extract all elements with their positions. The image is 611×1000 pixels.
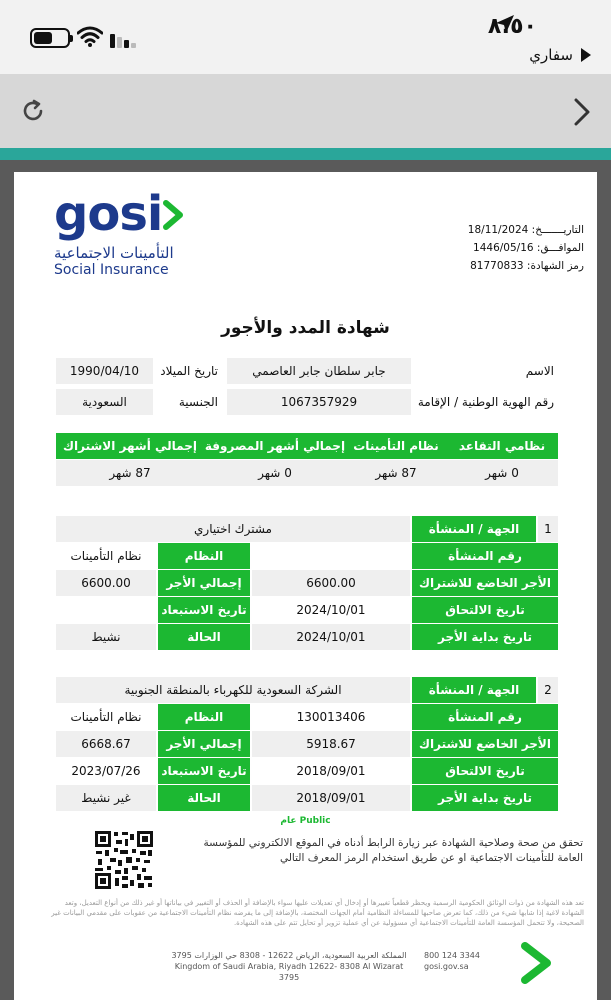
date-label: التاريـــــــخ: xyxy=(531,224,584,236)
section-2-subject-wage-value: 5918.67 xyxy=(252,731,410,757)
section-1-exclusion-date-label: تاريخ الاستبعاد xyxy=(158,597,250,623)
section-2-establishment-no-value: 130013406 xyxy=(296,710,366,724)
logo-chevron-icon xyxy=(162,200,186,230)
summary-value-insurance: 87 شهر xyxy=(346,460,446,486)
section-2-exclusion-date-value: 2023/07/26 xyxy=(71,764,141,778)
hijri-date-value: 1446/05/16 xyxy=(473,242,534,254)
certificate-meta xyxy=(454,224,584,278)
national-id-value: 1067357929 xyxy=(227,389,411,415)
certificate-code-value: 81770833 xyxy=(470,260,524,272)
summary-header-retirement: نظامي التقاعد xyxy=(446,433,558,459)
section-1-wage-start-value: 2024/10/01 xyxy=(252,624,410,650)
certificate-page xyxy=(14,172,597,1000)
date-value: 18/11/2024 xyxy=(467,224,529,236)
summary-value-subscription-months: 87 شهر xyxy=(56,460,204,486)
name-label: الاسم xyxy=(525,364,554,378)
summary-header-subscription-months: إجمالي أشهر الاشتراك xyxy=(56,433,204,459)
reload-icon[interactable] xyxy=(20,98,46,124)
name-value: جابر سلطان جابر العاصمي xyxy=(227,358,411,384)
section-1-total-wage-value: 6600.00 xyxy=(56,570,156,596)
verification-instructions: تحقق من صحة وصلاحية الشهادة عبر زيارة الرابط أدناه في الموقع الالكتروني للمؤسسة العامة للتأمينات الاجتماعية او عن طريق استخدام الرمز المعرف التالي xyxy=(203,837,583,864)
hijri-date-label: الموافـــق: xyxy=(536,242,584,254)
footer-chevron-logo-icon xyxy=(519,942,555,984)
logo-arabic: التأمينات الاجتماعية xyxy=(54,244,174,262)
section-2-join-date-value: 2018/09/01 xyxy=(296,764,366,778)
dob-value: 1990/04/10 xyxy=(56,358,153,384)
section-2-system-label: النظام xyxy=(158,704,250,730)
section-2-entity-value: الشركة السعودية للكهرباء بالمنطقة الجنوبية xyxy=(56,677,410,703)
forward-chevron-icon[interactable] xyxy=(573,98,591,126)
back-to-app-label[interactable]: سفاري xyxy=(529,46,573,64)
section-1-establishment-no-value xyxy=(252,543,410,569)
section-1-subject-wage-value: 6600.00 xyxy=(252,570,410,596)
footer-address xyxy=(164,950,414,983)
section-1-entity-value: مشترك اختياري xyxy=(56,516,410,542)
logo-english: Social Insurance xyxy=(54,262,169,278)
footer-website[interactable]: gosi.gov.sa xyxy=(424,962,469,971)
section-2-subject-wage-label: الأجر الخاضع للاشتراك xyxy=(412,731,558,757)
section-2-wage-start-label: تاريخ بداية الأجر xyxy=(412,785,558,811)
section-1-entity-label: الجهة / المنشأة xyxy=(412,516,536,542)
back-to-app-icon[interactable] xyxy=(581,48,591,62)
battery-icon xyxy=(30,28,70,48)
section-2-wage-start-value: 2018/09/01 xyxy=(252,785,410,811)
summary-header-paid-months: إجمالي أشهر المصروفة xyxy=(204,433,346,459)
section-2-total-wage-value: 6668.67 xyxy=(56,731,156,757)
section-2-system-value: نظام التأمينات xyxy=(70,710,142,724)
verification-qr-code[interactable] xyxy=(94,830,154,890)
section-1-system-value: نظام التأمينات xyxy=(70,549,142,563)
classification-label: عام Public xyxy=(280,816,331,826)
footer-address-arabic: المملكة العربية السعودية، الرياض 12622 - 8308 حي الوزارات 3795 xyxy=(171,951,407,960)
wifi-icon xyxy=(77,25,103,47)
section-1-total-wage-label: إجمالي الأجر xyxy=(158,570,250,596)
nationality-label: الجنسية xyxy=(178,395,218,409)
viewer-top-band xyxy=(0,148,611,160)
certificate-code-label: رمز الشهادة: xyxy=(526,260,584,272)
section-1-establishment-no-label: رقم المنشأة xyxy=(412,543,558,569)
footer-phone: 800 124 3344 xyxy=(424,951,480,960)
status-time: ٨:٥٠ xyxy=(487,14,537,39)
status-bar xyxy=(0,0,611,74)
document-title: شهادة المدد والأجور xyxy=(221,318,390,338)
section-2-index: 2 xyxy=(538,677,558,703)
section-2-join-date-label: تاريخ الالتحاق xyxy=(412,758,558,784)
section-1-status-label: الحالة xyxy=(158,624,250,650)
section-2-status-label: الحالة xyxy=(158,785,250,811)
section-2-establishment-no-label: رقم المنشأة xyxy=(412,704,558,730)
nationality-value: السعودية xyxy=(56,389,153,415)
footer-contact xyxy=(424,950,480,972)
logo-word: gosi xyxy=(54,186,163,242)
section-2-status-value: غير نشيط xyxy=(56,785,156,811)
section-1-exclusion-date-value xyxy=(56,597,156,623)
summary-value-retirement: 0 شهر xyxy=(446,460,558,486)
section-1-index: 1 xyxy=(538,516,558,542)
section-2-entity-label: الجهة / المنشأة xyxy=(412,677,536,703)
section-1-subject-wage-label: الأجر الخاضع للاشتراك xyxy=(412,570,558,596)
section-1-system-label: النظام xyxy=(158,543,250,569)
national-id-label: رقم الهوية الوطنية / الإقامة xyxy=(417,395,554,409)
section-2-exclusion-date-label: تاريخ الاستبعاد xyxy=(158,758,250,784)
section-1-join-date-label: تاريخ الالتحاق xyxy=(412,597,558,623)
browser-toolbar xyxy=(0,74,611,148)
section-2-total-wage-label: إجمالي الأجر xyxy=(158,731,250,757)
summary-header-insurance: نظام التأمينات xyxy=(346,433,446,459)
legal-disclaimer: تعد هذه الشهادة من ذوات الوثائق الحكومية الرسمية ويحظر قطعياً تغييرها أو إدخال أي تعديلات عليها سواء بالإضافة أو الحذف أو التغيير في بياناتها أو غير ذلك من أنواع التعديل، وتعد الشهادة لاغية إذا شابها شيء من ذلك، كما تعرض صاحبها للمساءلة النظامية أمام الجهات المختصة، بالإضافة إلى ما يفرضه نظام التأمينات الاجتماعية من عقوبات على مقدمي البيانات غير الصحيحة، ولا تتحمل المؤسسة العامة للتأمينات الاجتماعية أي مسؤولية عن أي عملية تزوير أو تحايل تتم على هذه الشهادة. xyxy=(51,899,584,927)
gosi-logo xyxy=(54,186,194,280)
dob-label: تاريخ الميلاد xyxy=(160,364,218,378)
section-1-wage-start-label: تاريخ بداية الأجر xyxy=(412,624,558,650)
footer-address-english: Kingdom of Saudi Arabia, Riyadh 12622- 8308 Al Wizarat 3795 xyxy=(174,962,404,982)
section-1-join-date-value: 2024/10/01 xyxy=(296,603,366,617)
summary-value-paid-months: 0 شهر xyxy=(204,460,346,486)
cellular-signal-icon xyxy=(110,30,140,48)
section-1-status-value: نشيط xyxy=(56,624,156,650)
